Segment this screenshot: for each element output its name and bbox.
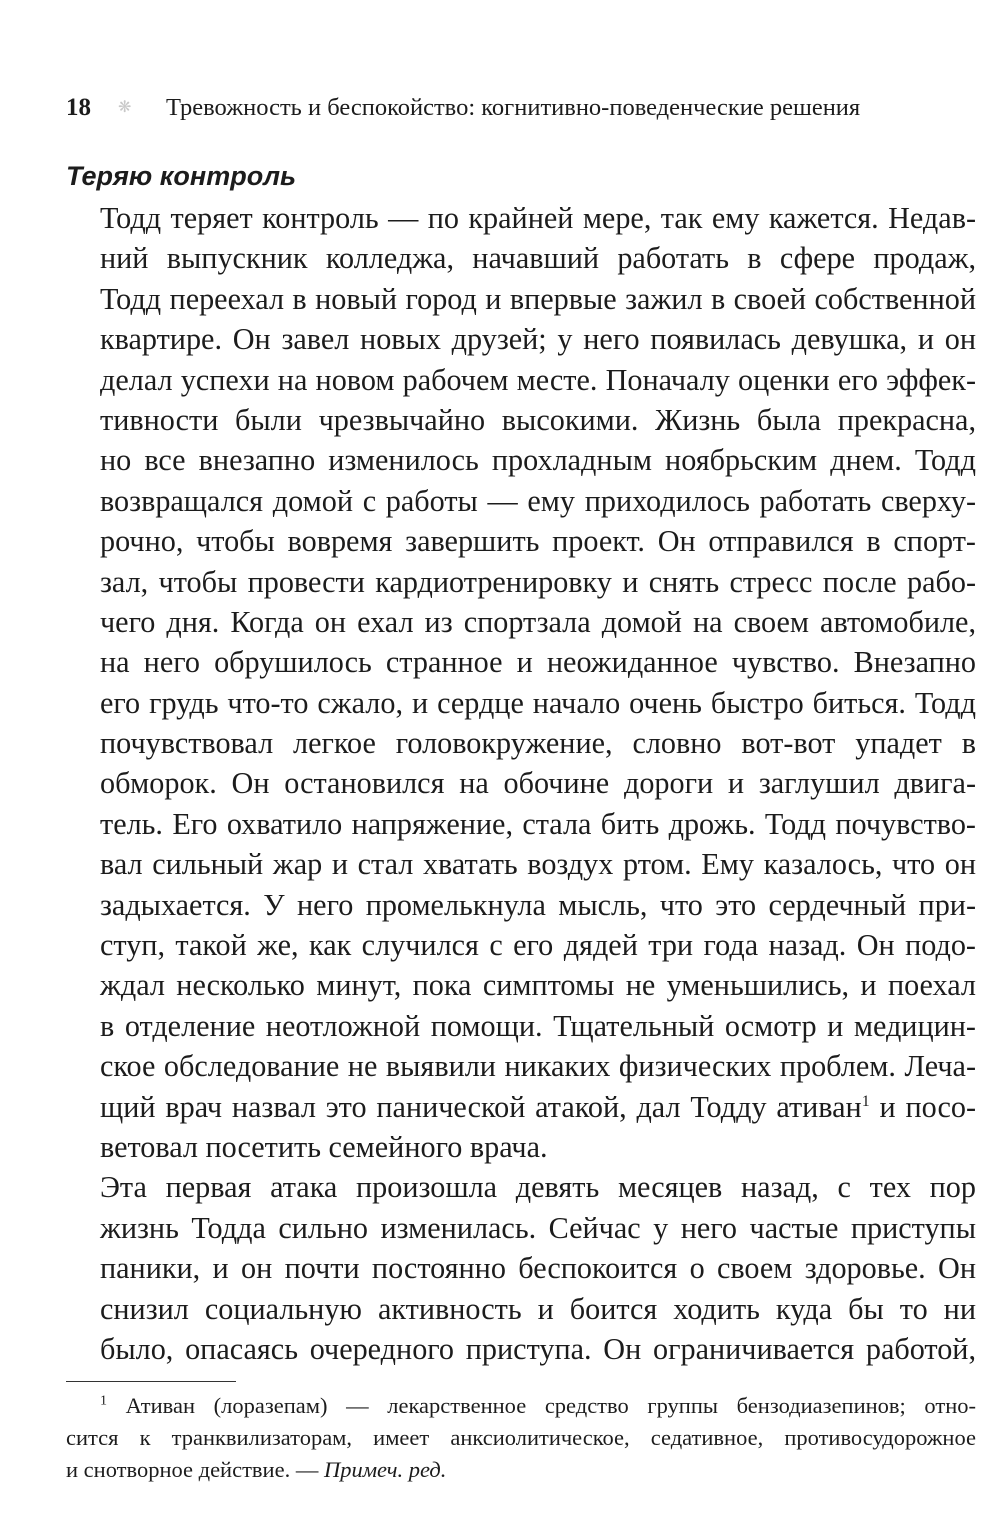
text-fragment: щий врач назвал это панической атакой, дал Тодду ативан	[100, 1089, 862, 1124]
footnote-divider	[66, 1381, 236, 1382]
footnote-text: и снотворное действие. —	[66, 1457, 324, 1482]
footnote-reference[interactable]: 1	[861, 1092, 870, 1110]
text-line: Тодд переехал в новый город и впервые зажил в своей собственной	[100, 281, 976, 316]
text-line: тивности были чрезвычайно высокими. Жизнь была прекрасна,	[100, 402, 976, 437]
text-line: задыхается. У него промелькнула мысль, что это сердечный при-	[100, 887, 976, 922]
text-line: квартире. Он завел новых друзей; у него появилась девушка, и он	[100, 322, 976, 357]
text-line: Эта первая атака произошла девять месяцев назад, с тех пор	[100, 1170, 976, 1205]
text-line: ветовал посетить семейного врача.	[100, 1129, 548, 1164]
footnote-line	[66, 1390, 976, 1422]
footnote-line	[66, 1454, 976, 1486]
text-line: ступ, такой же, как случился с его дядей три года назад. Он подо-	[100, 928, 976, 963]
footnote-mark: 1	[100, 1393, 107, 1409]
text-line: паники, и он почти постоянно беспокоится о своем здоровье. Он	[100, 1251, 976, 1286]
text-fragment: и посо-	[869, 1089, 976, 1124]
text-line: Тодд теряет контроль — по крайней мере, так ему кажется. Недав-	[100, 201, 976, 235]
text-line: в отделение неотложной помощи. Тщательный осмотр и медицин-	[100, 1008, 976, 1043]
text-line: обморок. Он остановился на обочине дороги и заглушил двига-	[100, 766, 976, 801]
text-line: возвращался домой с работы — ему приходилось работать сверху-	[100, 483, 976, 518]
footnote-text: Ативан (лоразепам) — лекарственное средство группы бензодиазепинов; отно-	[125, 1393, 976, 1418]
text-line: тель. Его охватило напряжение, стала бить дрожь. Тодд почувство-	[100, 806, 976, 841]
text-line: жизнь Тодда сильно изменилась. Сейчас у него частые приступы	[100, 1210, 976, 1245]
section-heading: Теряю контроль	[66, 161, 297, 191]
text-line: почувствовал легкое головокружение, словно вот-вот упадет в	[100, 726, 976, 761]
text-line: рочно, чтобы вовремя завершить проект. Он отправился в спорт-	[100, 524, 976, 559]
running-head	[66, 90, 966, 126]
page-number: 18	[66, 94, 91, 121]
text-line: ждал несколько минут, пока симптомы не уменьшились, и поехал	[100, 968, 976, 1003]
text-line: ний выпускник колледжа, начавший работать в сфере продаж,	[100, 241, 976, 276]
body-text	[100, 198, 976, 1369]
text-line: было, опасаясь очередного приступа. Он ограничивается работой,	[100, 1331, 976, 1366]
footnote	[66, 1390, 976, 1486]
editor-note: Примеч. ред.	[323, 1457, 447, 1482]
ornament-icon: ❋	[118, 99, 132, 116]
text-line: на него обрушилось странное и неожиданное чувство. Внезапно	[100, 645, 976, 680]
text-line: вал сильный жар и стал хватать воздух ртом. Ему казалось, что он	[100, 847, 976, 882]
text-line: зал, чтобы провести кардиотренировку и снять стресс после рабо-	[100, 564, 976, 599]
text-line: чего дня. Когда он ехал из спортзала домой на своем автомобиле,	[100, 604, 976, 639]
running-head-title: Тревожность и беспокойство: когнитивно-поведенческие решения	[166, 94, 861, 121]
text-line-with-footnote	[100, 1087, 976, 1127]
text-line: делал успехи на новом рабочем месте. Поначалу оценки его эффек-	[100, 362, 976, 397]
text-line: но все внезапно изменилось прохладным ноябрьским днем. Тодд	[100, 443, 976, 478]
text-line: его грудь что-то сжало, и сердце начало очень быстро биться. Тодд	[100, 685, 976, 720]
text-line: снизил социальную активность и боится ходить куда бы то ни	[100, 1291, 976, 1326]
footnote-line: сится к транквилизаторам, имеет анксиолитическое, седативное, противосудорожное	[66, 1425, 976, 1450]
text-line: ское обследование не выявили никаких физических проблем. Леча-	[100, 1049, 976, 1084]
